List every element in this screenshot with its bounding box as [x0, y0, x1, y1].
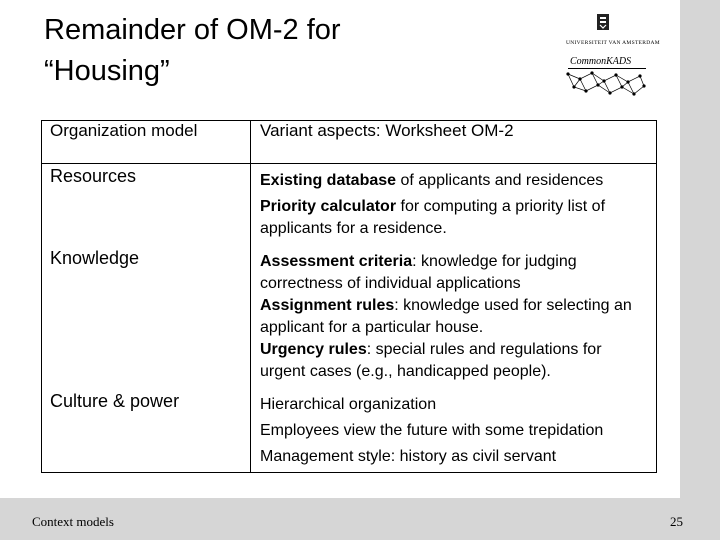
table-row-culture — [42, 389, 657, 473]
logo-block — [560, 12, 660, 97]
resource-item: Priority calculator for computing a priority list of applicants for a residence. — [260, 198, 606, 237]
row-label: Culture & power — [42, 389, 251, 473]
table-row-knowledge — [42, 246, 657, 389]
footer-section-label: Context models — [32, 514, 114, 529]
knowledge-item: Urgency rules: special rules and regulations for urgent cases (e.g., handicapped people). — [260, 341, 602, 380]
title-line-2: “Housing” — [44, 55, 170, 87]
table-row-resources — [42, 164, 657, 247]
side-decor-bar — [680, 0, 720, 540]
university-name: UNIVERSITEIT VAN AMSTERDAM — [566, 40, 660, 46]
network-graph-icon — [560, 69, 650, 99]
university-crest-icon — [560, 12, 650, 40]
row-label: Knowledge — [42, 246, 251, 389]
knowledge-item: Assessment criteria: knowledge for judging correctness of individual applications — [260, 253, 577, 292]
culture-item: Hierarchical organization — [260, 396, 437, 413]
culture-item: Employees view the future with some trepidation — [260, 422, 604, 439]
resource-item: Existing database of applicants and residences — [260, 172, 604, 189]
slide-title — [44, 10, 444, 92]
commonkads-brand: CommonKADS — [570, 56, 632, 67]
row-label: Resources — [42, 164, 251, 247]
table-header-row — [42, 121, 657, 164]
header-col-2: Variant aspects: Worksheet OM-2 — [251, 121, 657, 164]
page-number: 25 — [670, 514, 683, 529]
title-line-1: Remainder of OM-2 for — [44, 14, 341, 46]
om2-worksheet-table — [41, 120, 657, 473]
culture-item: Management style: history as civil servant — [260, 448, 557, 465]
knowledge-item: Assignment rules: knowledge used for selecting an applicant for a particular house. — [260, 297, 632, 336]
header-col-1: Organization model — [42, 121, 251, 164]
